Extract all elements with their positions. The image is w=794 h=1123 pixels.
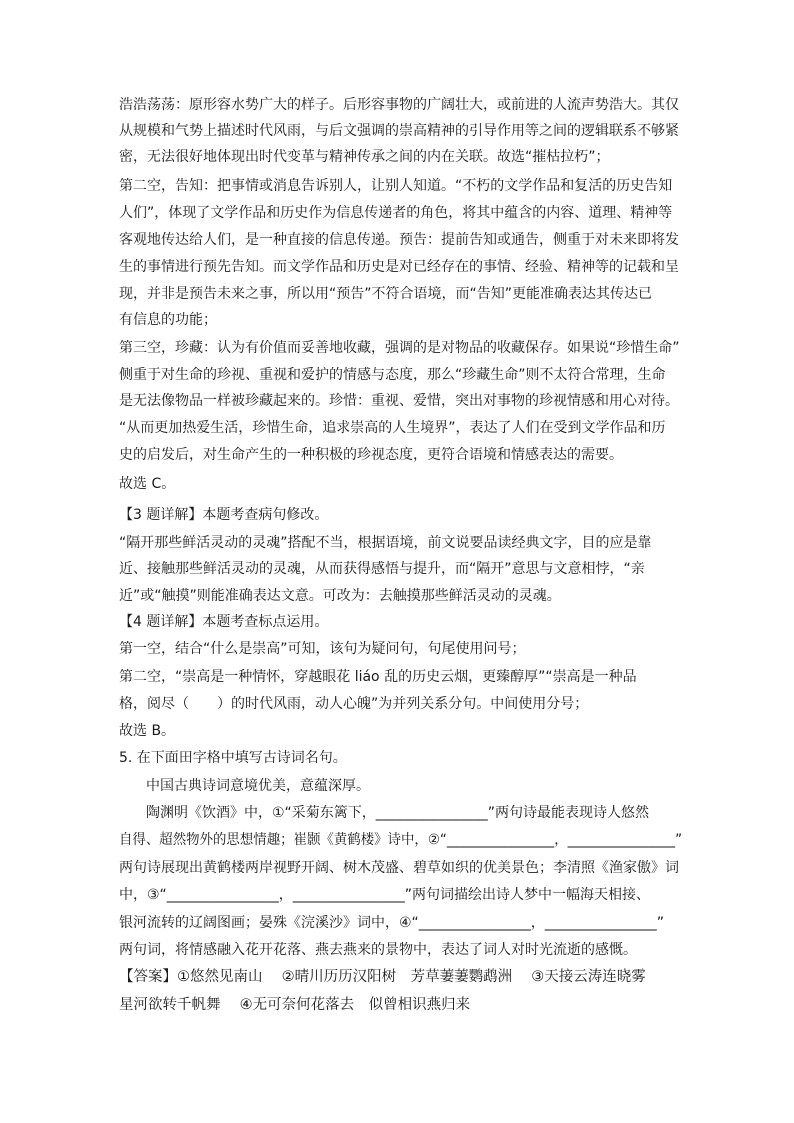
text-line: 【3 题详解】本题考查病句修改。: [119, 507, 329, 523]
text-line: 密，无法很好地体现出时代变革与精神传承之间的内在关联。故选“摧枯拉朽”；: [119, 149, 610, 165]
text-line: 侧重于对生命的珍视、重视和爱护的情感与态度，那么“珍藏生命”则不太符合常理，生命: [119, 367, 666, 383]
text-line: 自得、超然物外的思想情趣；崔颢《黄鹤楼》诗中，②“________________，________________”: [119, 832, 683, 848]
text-line: 故选 B。: [119, 723, 176, 739]
text-line: 陶渊明《饮酒》中，①“采菊东篱下，________________”两句诗最能表现诗人悠然: [146, 805, 650, 821]
text-line: 人们”，体现了文学作品和历史作为信息传递者的角色，将其中蕴含的内容、道理、精神等: [119, 205, 673, 221]
text-line: 第二空，告知：把事情或消息告诉别人，让别人知道。“不朽的文学作品和复活的历史告知: [119, 178, 673, 194]
text-line: 从规模和气势上描述时代风雨，与后文强调的崇高精神的引导作用等之间的逻辑联系不够紧: [119, 123, 679, 139]
answer-line: 【答案】①悠然见南山 ②晴川历历汉阳树 芳草萋萋鹦鹉洲 ③天接云涛连晓雾: [119, 969, 646, 985]
text-line: 银河流转的辽阔图画；晏殊《浣溪沙》词中，④“________________，________________”: [119, 915, 665, 931]
text-line: 5. 在下面田字格中填写古诗词名句。: [119, 750, 347, 766]
text-line: 两句诗展现出黄鹤楼两岸视野开阔、树木茂盛、碧草如织的优美景色；李清照《渔家傲》词: [119, 860, 679, 876]
text-line: 近、接触那些鲜活灵动的灵魂，从而获得感悟与提升，而“隔开”意思与文意相悖，“亲: [119, 561, 645, 577]
text-line: 第三空，珍藏：认为有价值而妥善地收藏，强调的是对物品的收藏保存。如果说“珍惜生命”: [119, 340, 680, 356]
text-line: 故选 C。: [119, 476, 176, 492]
text-line: 浩浩荡荡：原形容水势广大的样子。后形容事物的广阔壮大，或前进的人流声势浩大。其仅: [119, 97, 679, 113]
text-line: 中国古典诗词意境优美，意蕴深厚。: [146, 778, 370, 794]
text-line: 是无法像物品一样被珍藏起来的。珍惜：重视、爱惜，突出对事物的珍视情感和用心对待。: [119, 393, 679, 409]
text-line: 中，③“________________，________________”两句词描绘出诗人梦中一幅海天相接、: [119, 887, 651, 903]
text-line: 史的启发后，对生命产生的一种积极的珍视态度，更符合语境和情感表达的需要。: [119, 447, 623, 463]
text-line: 生的事情进行预先告知。而文学作品和历史是对已经存在的事情、经验、精神等的记载和呈: [119, 259, 679, 275]
text-line: 第二空，“崇高是一种情怀，穿越眼花 liáo 乱的历史云烟，更臻醇厚”“崇高是一种品: [119, 669, 637, 685]
text-line: 近”或“触摸”则能准确表达文意。可改为：去触摸那些鲜活灵动的灵魂。: [119, 588, 561, 604]
text-line: 有信息的功能；: [119, 312, 217, 328]
text-line: 第一空，结合“什么是崇高”可知，该句为疑问句，句尾使用问号；: [119, 641, 526, 657]
text-line: “从而更加热爱生活，珍惜生命，追求崇高的人生境界”，表达了人们在受到文学作品和历: [119, 420, 666, 436]
text-line: 【4 题详解】本题考查标点运用。: [119, 614, 329, 630]
answer-line: 星河欲转千帆舞 ④无可奈何花落去 似曾相识燕归来: [119, 997, 471, 1013]
text-line: “隔开那些鲜活灵动的灵魂”搭配不当，根据语境，前文说要品读经典文字，目的应是靠: [119, 535, 652, 551]
text-line: 两句词，将情感融入花开花落、燕去燕来的景物中，表达了词人对时光流逝的感慨。: [119, 942, 637, 958]
text-line: 格，阅尽（ ）的时代风雨，动人心魄”为并列关系分句。中间使用分号；: [119, 696, 589, 712]
text-line: 客观地传达给人们，是一种直接的信息传递。预告：提前告知或通告，侧重于对未来即将发: [119, 232, 679, 248]
text-line: 现，并非是预告未来之事，所以用“预告”不符合语境，而“告知”更能准确表达其传达已: [119, 286, 653, 302]
